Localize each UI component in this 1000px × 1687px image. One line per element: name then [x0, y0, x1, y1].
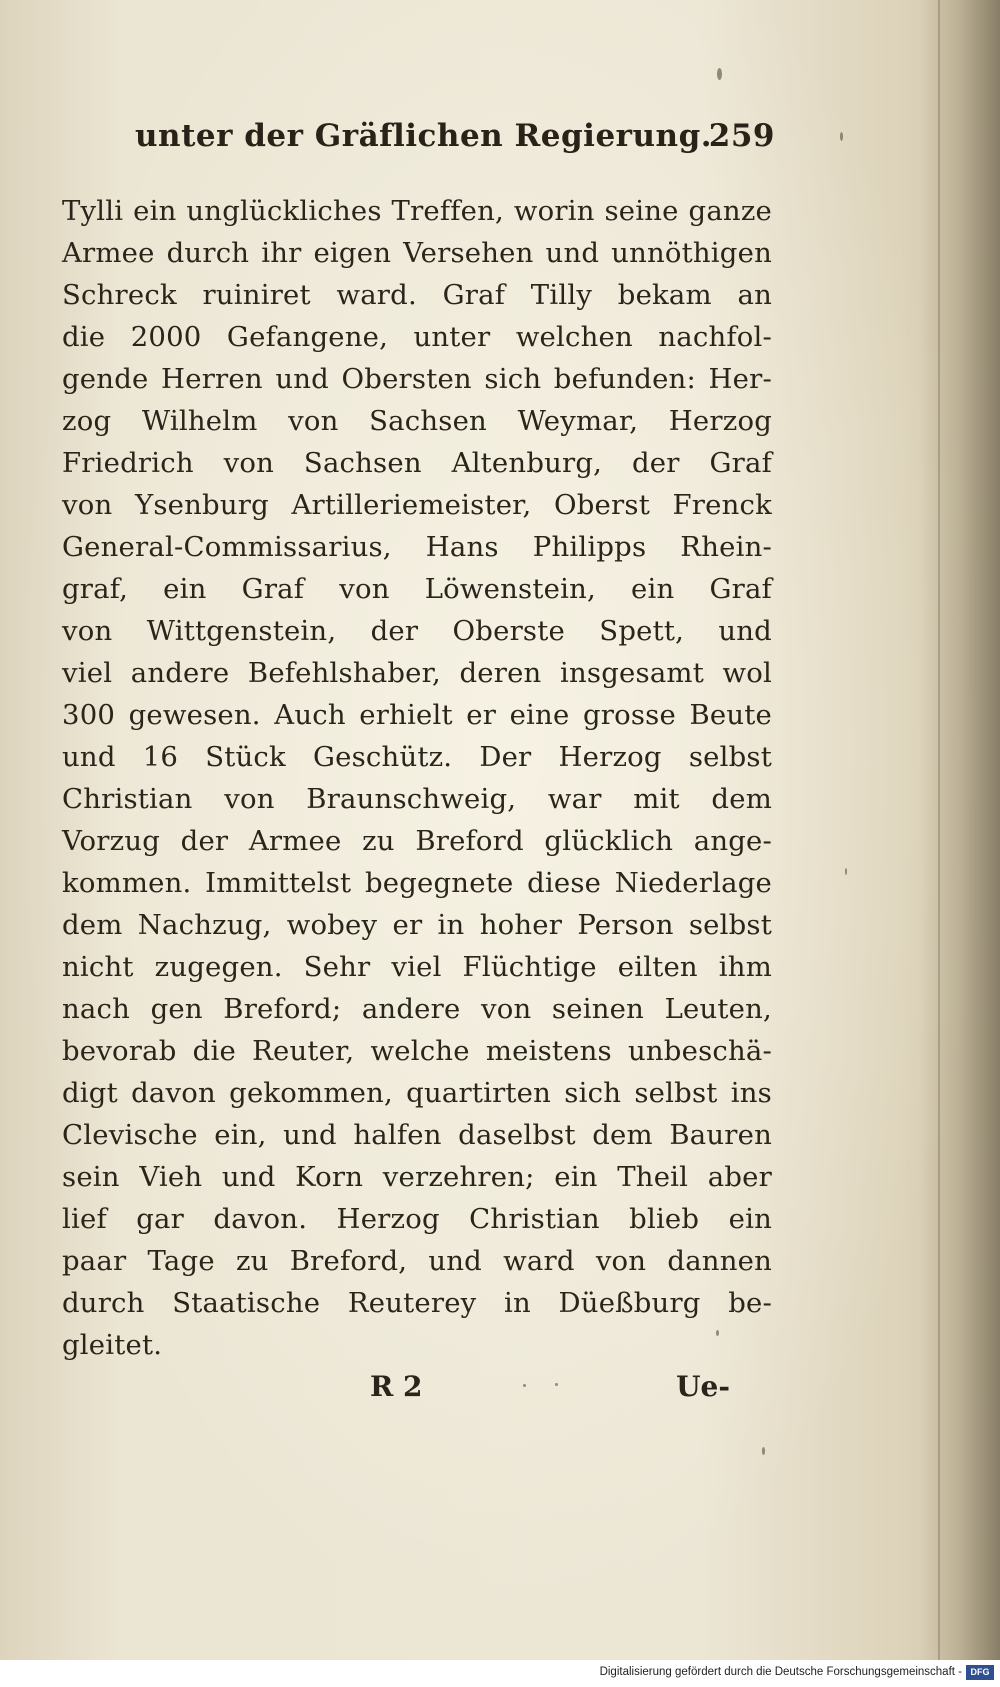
text-line: lief gar davon. Herzog Christian blieb ein — [62, 1203, 772, 1235]
body-text — [62, 190, 772, 1366]
text-line: von Wittgenstein, der Oberste Spett, und — [62, 615, 772, 647]
text-line: Tylli ein unglückliches Treffen, worin seine ganze — [62, 195, 772, 227]
text-line: von Ysenburg Artilleriemeister, Oberst Frenck — [62, 489, 772, 521]
text-line: 300 gewesen. Auch erhielt er eine grosse Beute — [62, 699, 772, 731]
text-line: Schreck ruiniret ward. Graf Tilly bekam an — [62, 279, 772, 311]
text-line: gleitet. — [62, 1329, 163, 1361]
text-line: zog Wilhelm von Sachsen Weymar, Herzog — [62, 405, 772, 437]
page-header — [135, 118, 775, 168]
text-line: Vorzug der Armee zu Breford glücklich ange- — [62, 825, 772, 857]
text-line: und 16 Stück Geschütz. Der Herzog selbst — [62, 741, 772, 773]
page-fold-shadow — [920, 0, 1000, 1660]
text-line: kommen. Immittelst begegnete diese Niederlage — [62, 867, 772, 899]
text-line: nicht zugegen. Sehr viel Flüchtige eilten ihm — [62, 951, 772, 983]
paper-speck — [840, 132, 843, 141]
text-line: die 2000 Gefangene, unter welchen nachfol- — [62, 321, 772, 353]
text-line: gende Herren und Obersten sich befunden: Her- — [62, 363, 772, 395]
dfg-logo-icon: DFG — [966, 1665, 994, 1680]
paper-speck — [717, 68, 722, 80]
text-line: nach gen Breford; andere von seinen Leuten, — [62, 993, 772, 1025]
text-line: durch Staatische Reuterey in Düeßburg be- — [62, 1287, 772, 1319]
footer-bar — [0, 1660, 1000, 1687]
text-line: dem Nachzug, wobey er in hoher Person selbst — [62, 909, 772, 941]
page-fold-line — [938, 0, 940, 1660]
text-line: paar Tage zu Breford, und ward von dannen — [62, 1245, 772, 1277]
text-line: graf, ein Graf von Löwenstein, ein Graf — [62, 573, 772, 605]
paper-speck — [762, 1447, 765, 1455]
catchline — [370, 1370, 730, 1410]
catchword: Ue- — [676, 1370, 730, 1403]
text-line: Armee durch ihr eigen Versehen und unnöthigen — [62, 237, 772, 269]
funding-credit: Digitalisierung gefördert durch die Deutsche Forschungsgemeinschaft - — [599, 1666, 962, 1678]
text-line: Christian von Braunschweig, war mit dem — [62, 783, 772, 815]
text-line: viel andere Befehlshaber, deren insgesamt wol — [62, 657, 772, 689]
text-line: Clevische ein, und halfen daselbst dem Bauren — [62, 1119, 772, 1151]
page-number: 259 — [708, 118, 775, 154]
text-line: bevorab die Reuter, welche meistens unbeschä- — [62, 1035, 772, 1067]
text-line: General-Commissarius, Hans Philipps Rhein- — [62, 531, 772, 563]
text-line: Friedrich von Sachsen Altenburg, der Graf — [62, 447, 772, 479]
text-line: sein Vieh und Korn verzehren; ein Theil aber — [62, 1161, 772, 1193]
running-title: unter der Gräflichen Regierung. — [135, 118, 713, 154]
signature-mark: R 2 — [370, 1370, 423, 1403]
paper-speck — [845, 868, 847, 875]
text-line: digt davon gekommen, quartirten sich selbst ins — [62, 1077, 772, 1109]
